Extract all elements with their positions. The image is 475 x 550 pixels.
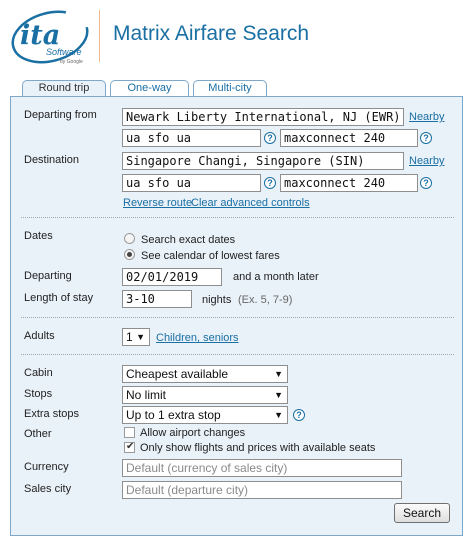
chevron-down-icon: ▼ — [274, 390, 283, 400]
help-icon[interactable]: ? — [420, 132, 432, 144]
currency-label: Currency — [24, 461, 69, 473]
adults-select[interactable] — [122, 328, 150, 346]
section-divider — [21, 354, 454, 355]
other-label: Other — [24, 428, 52, 440]
logo-text: ita — [20, 20, 61, 51]
exact-dates-label: Search exact dates — [141, 234, 236, 246]
section-divider — [21, 317, 454, 318]
departing-from-input[interactable] — [122, 108, 404, 126]
exact-dates-radio[interactable] — [124, 233, 135, 244]
departing-date-suffix: and a month later — [233, 271, 319, 283]
allow-airport-changes-label: Allow airport changes — [140, 427, 246, 439]
departing-date-label: Departing — [24, 270, 72, 282]
currency-input[interactable] — [122, 459, 402, 477]
calendar-fares-radio[interactable] — [124, 249, 135, 260]
adults-label: Adults — [24, 330, 55, 342]
section-divider — [21, 217, 454, 218]
chevron-down-icon: ▼ — [136, 332, 145, 342]
departing-from-label: Departing from — [24, 109, 97, 121]
ita-software-logo — [10, 10, 95, 65]
dates-label: Dates — [24, 230, 53, 242]
destination-nearby-link[interactable]: Nearby — [409, 155, 445, 167]
header — [0, 0, 475, 75]
tab-one-way[interactable]: One-way — [110, 80, 189, 97]
search-button[interactable]: Search — [394, 503, 450, 523]
stay-example-hint: (Ex. 5, 7-9) — [238, 294, 293, 306]
departing-nearby-link[interactable]: Nearby — [409, 111, 445, 123]
cabin-select[interactable] — [122, 365, 288, 383]
nights-label: nights — [202, 294, 232, 306]
help-icon[interactable]: ? — [264, 177, 276, 189]
allow-airport-changes-checkbox[interactable] — [124, 427, 135, 438]
extra-stops-select-value: Up to 1 extra stop — [126, 408, 221, 422]
tab-multi-city[interactable]: Multi-city — [193, 80, 267, 97]
clear-advanced-controls-link[interactable]: Clear advanced controls — [191, 197, 310, 209]
cabin-select-value: Cheapest available — [126, 367, 229, 381]
stops-select[interactable] — [122, 386, 288, 404]
only-available-seats-checkbox[interactable] — [124, 442, 135, 453]
search-form-panel — [10, 96, 463, 536]
destination-input[interactable] — [122, 152, 404, 170]
children-seniors-link[interactable]: Children, seniors — [156, 332, 239, 344]
length-of-stay-input[interactable] — [122, 290, 192, 308]
page-title: Matrix Airfare Search — [113, 22, 310, 45]
stops-label: Stops — [24, 388, 53, 400]
calendar-fares-label: See calendar of lowest fares — [141, 250, 280, 262]
destination-extension-code-input[interactable] — [280, 174, 418, 192]
tab-round-trip[interactable]: Round trip — [22, 80, 106, 98]
help-icon[interactable]: ? — [420, 177, 432, 189]
sales-city-label: Sales city — [24, 483, 72, 495]
extra-stops-label: Extra stops — [24, 408, 80, 420]
reverse-route-link[interactable]: Reverse route — [123, 197, 193, 209]
logo-sub: Software — [46, 47, 82, 57]
chevron-down-icon: ▼ — [274, 369, 283, 379]
destination-label: Destination — [24, 154, 80, 166]
logo-by: by Google — [60, 59, 83, 65]
help-icon[interactable]: ? — [293, 409, 305, 421]
only-available-seats-label: Only show flights and prices with available seats — [140, 442, 376, 454]
adults-select-value: 1 — [126, 330, 133, 344]
departing-extension-code-input[interactable] — [280, 129, 418, 147]
destination-routing-code-input[interactable] — [122, 174, 261, 192]
header-divider — [99, 10, 100, 62]
cabin-label: Cabin — [24, 367, 53, 379]
sales-city-input[interactable] — [122, 481, 402, 499]
length-of-stay-label: Length of stay — [24, 292, 94, 304]
extra-stops-select[interactable] — [122, 406, 288, 424]
departing-routing-code-input[interactable] — [122, 129, 261, 147]
departing-date-input[interactable] — [122, 268, 222, 286]
stops-select-value: No limit — [126, 388, 167, 402]
chevron-down-icon: ▼ — [274, 410, 283, 420]
help-icon[interactable]: ? — [264, 132, 276, 144]
